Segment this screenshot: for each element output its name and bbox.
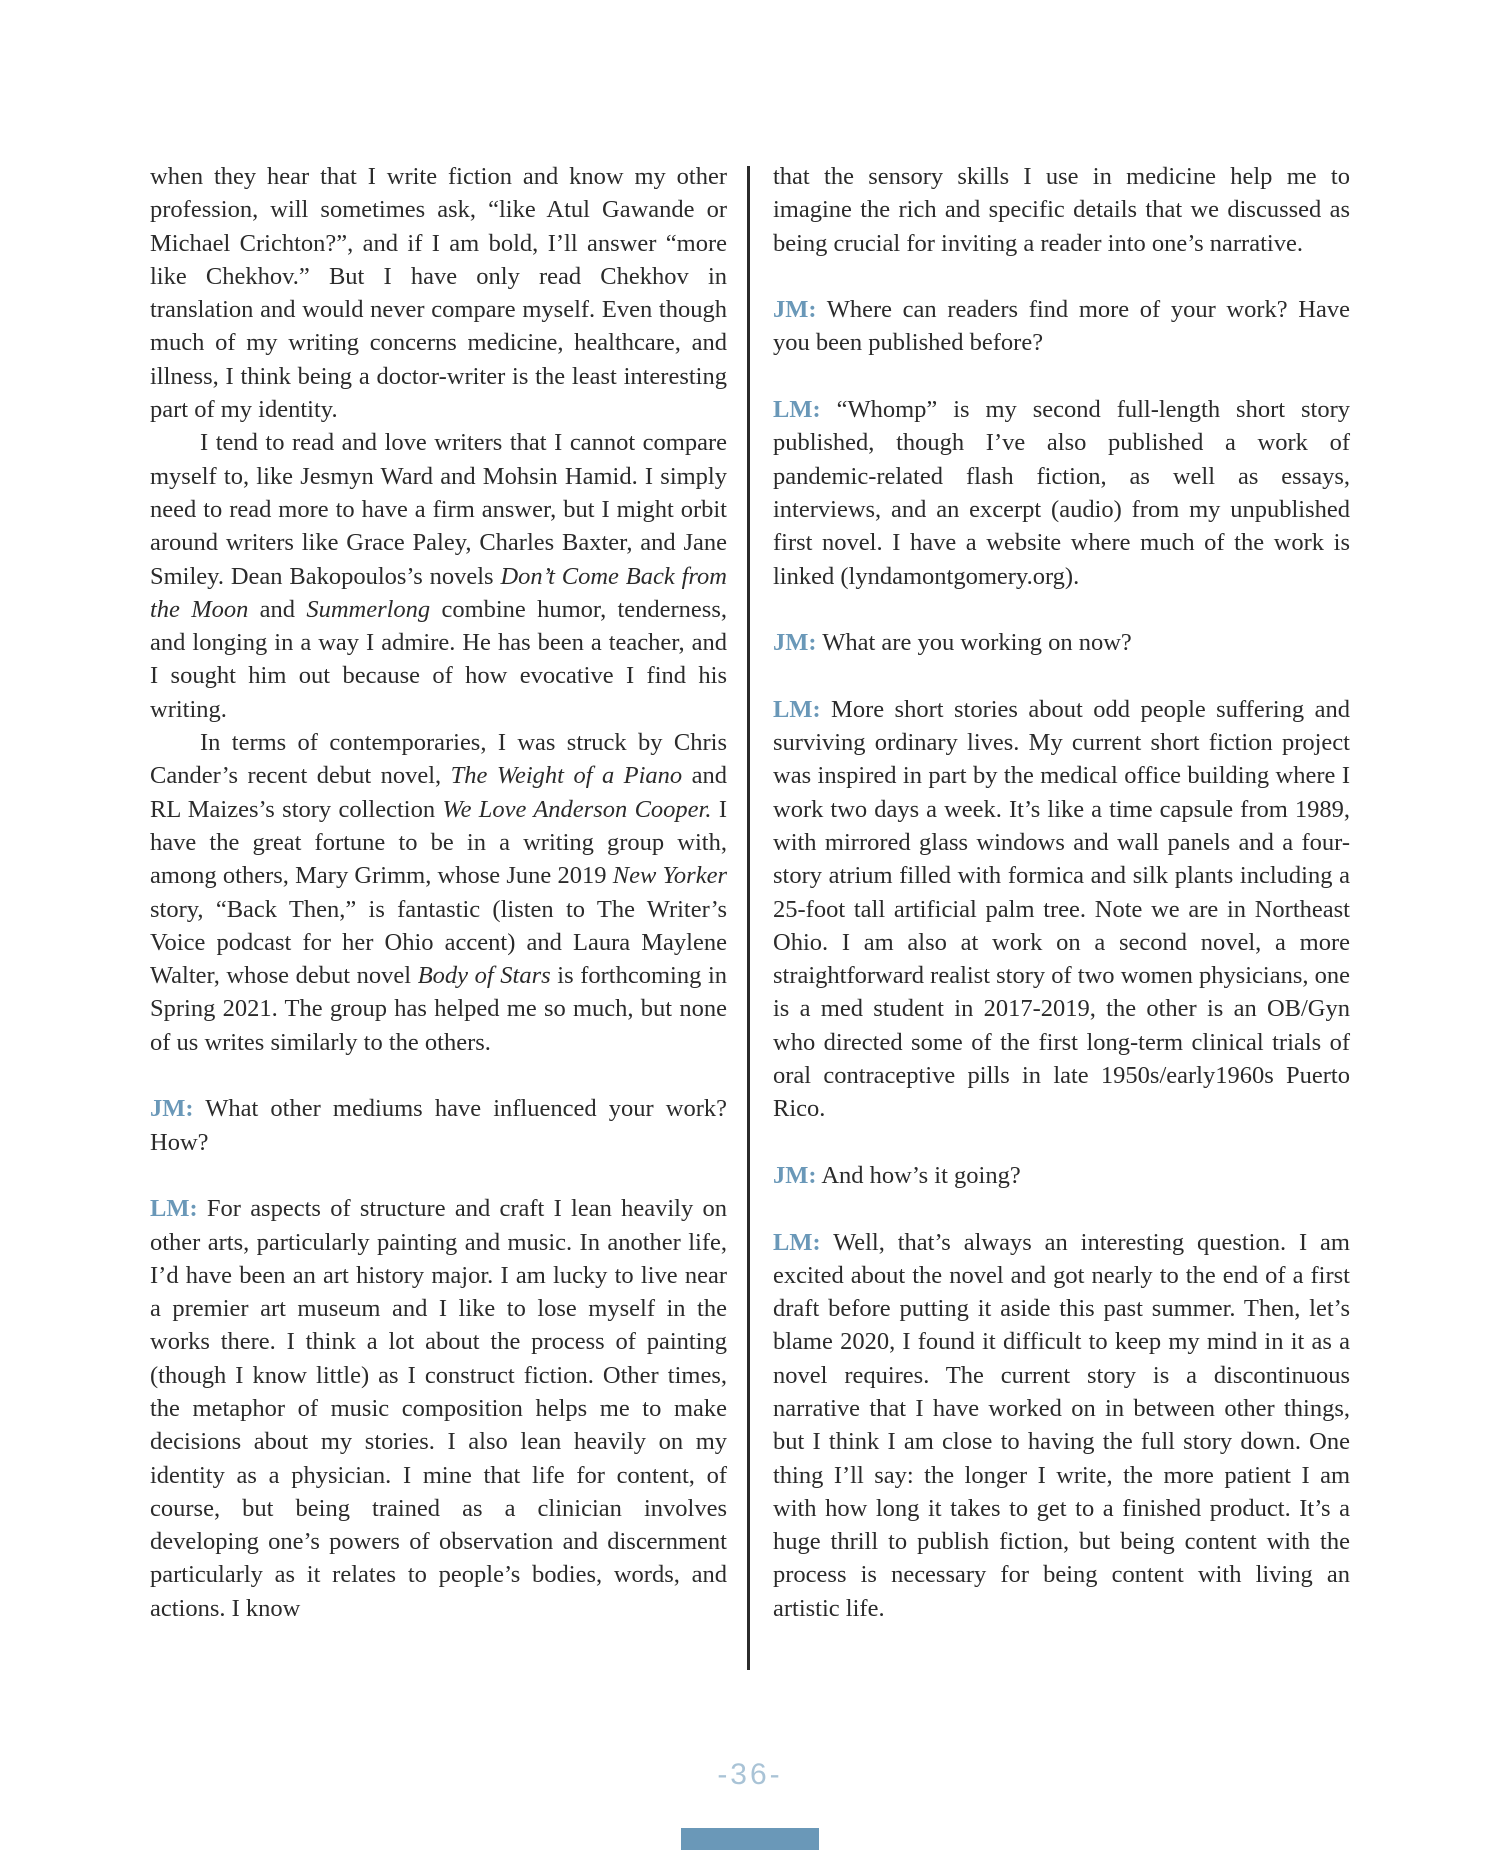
- book-title: Summerlong: [306, 595, 431, 623]
- question-how-going: JM: And how’s it going?: [773, 1161, 1021, 1189]
- paragraph-continuation: that the sensory skills I use in medicine help me to imagine the rich and specific details that we discussed as being crucial for inviting a reader into one’s narrative.: [773, 163, 1350, 257]
- question-working-on: JM: What are you working on now?: [773, 629, 1132, 657]
- answer-mediums: LM: For aspects of structure and craft I lean heavily on other arts, particularly painting and music. In another life, I’d have been an art history major. I am lucky to live near a premier art museum and I like to lose myself in the works there. I think a lot about the process of painting (though I know little) as I construct fiction. Other times, the metaphor of music composition helps me to make decisions about my stories. I also lean heavily on my identity as a physician. I mine that life for content, of course, but being trained as a clinician involves developing one’s powers of observation and discernment particularly as it relates to people’s bodies, words, and actions. I know: [150, 1195, 727, 1622]
- column-divider: [747, 166, 750, 1670]
- question-published: JM: Where can readers find more of your work? Have you been published before?: [773, 296, 1350, 357]
- speaker-label: JM:: [773, 296, 817, 324]
- answer-working-on: LM: More short stories about odd people suffering and surviving ordinary lives. My current short fiction project was inspired in part by the medical office building where I work two days a week. It’s like a time capsule from 1989, with mirrored glass windows and wall panels and a four-story atrium filled with formica and silk plants including a 25-foot tall artificial palm tree. Note we are in Northeast Ohio. I am also at work on a second novel, a more straightforward realist story of two women physicians, one is a med student in 2017-2019, the other is an OB/Gyn who directed some of the first long-term clinical trials of oral contraceptive pills in late 1950s/early1960s Puerto Rico.: [773, 695, 1350, 1123]
- speaker-label: JM:: [773, 629, 817, 657]
- speaker-label: JM:: [773, 1161, 817, 1189]
- book-title: Body of Stars: [417, 962, 551, 990]
- answer-published: LM: “Whomp” is my second full-length short story published, though I’ve also published a work of pandemic-related flash fiction, as well as essays, interviews, and an excerpt (audio) from my unpublished first novel. I have a website where much of the work is linked (lyndamontgomery.org).: [773, 396, 1350, 590]
- paragraph-contemporaries: In terms of contemporaries, I was struck by Chris Cander’s recent debut novel, The Weight of a Piano and RL Maizes’s story collection We Love Anderson Cooper. I have the great fortune to be in a writing group with, among others, Mary Grimm, whose June 2019 New Yorker story, “Back Then,” is fantastic (listen to The Writer’s Voice podcast for her Ohio accent) and Laura Maylene Walter, whose debut novel Body of Stars is forthcoming in Spring 2021. The group has helped me so much, but none of us writes similarly to the others.: [150, 729, 728, 1056]
- speaker-label: LM:: [773, 695, 821, 723]
- question-mediums: JM: What other mediums have influenced your work? How?: [150, 1095, 727, 1156]
- speaker-label: LM:: [150, 1195, 198, 1223]
- book-title: Don’t Come Back from the Moon: [150, 562, 727, 623]
- paragraph-influences: I tend to read and love writers that I cannot compare myself to, like Jesmyn Ward and Mohsin Hamid. I simply need to read more to have a firm answer, but I might orbit around writers like Grace Paley, Charles Baxter, and Jane Smiley. Dean Bakopoulos’s novels Don’t Come Back from the Moon and Summerlong combine humor, tenderness, and longing in a way I admire. He has been a teacher, and I sought him out because of how evocative I find his writing.: [150, 429, 728, 723]
- speaker-label: LM:: [773, 1228, 821, 1256]
- right-column: [773, 160, 1350, 1625]
- page-number: -36-: [717, 1758, 783, 1791]
- left-column: [150, 160, 727, 1625]
- book-title: The Weight of a Piano: [450, 762, 683, 790]
- answer-how-going: LM: Well, that’s always an interesting question. I am excited about the novel and got nearly to the end of a first draft before putting it aside this past summer. Then, let’s blame 2020, I found it difficult to keep my mind in it as a novel requires. The current story is a discontinuous narrative that I have worked on in between other things, but I think I am close to having the full story down. One thing I’ll say: the longer I write, the more patient I am with how long it takes to get to a finished product. It’s a huge thrill to publish fiction, but being content with the process is necessary for being content with living an artistic life.: [773, 1228, 1350, 1622]
- speaker-label: LM:: [773, 396, 821, 424]
- magazine-title: New Yorker: [612, 862, 727, 890]
- paragraph-continuation: when they hear that I write fiction and know my other profession, will sometimes ask, “like Atul Gawande or Michael Crichton?”, and if I am bold, I’ll answer “more like Chekhov.” But I have only read Chekhov in translation and would never compare myself. Even though much of my writing concerns medicine, healthcare, and illness, I think being a doctor-writer is the least interesting part of my identity.: [150, 163, 727, 424]
- speaker-label: JM:: [150, 1095, 194, 1123]
- footer-tab: [681, 1828, 819, 1850]
- book-title: We Love Anderson Cooper.: [442, 795, 712, 823]
